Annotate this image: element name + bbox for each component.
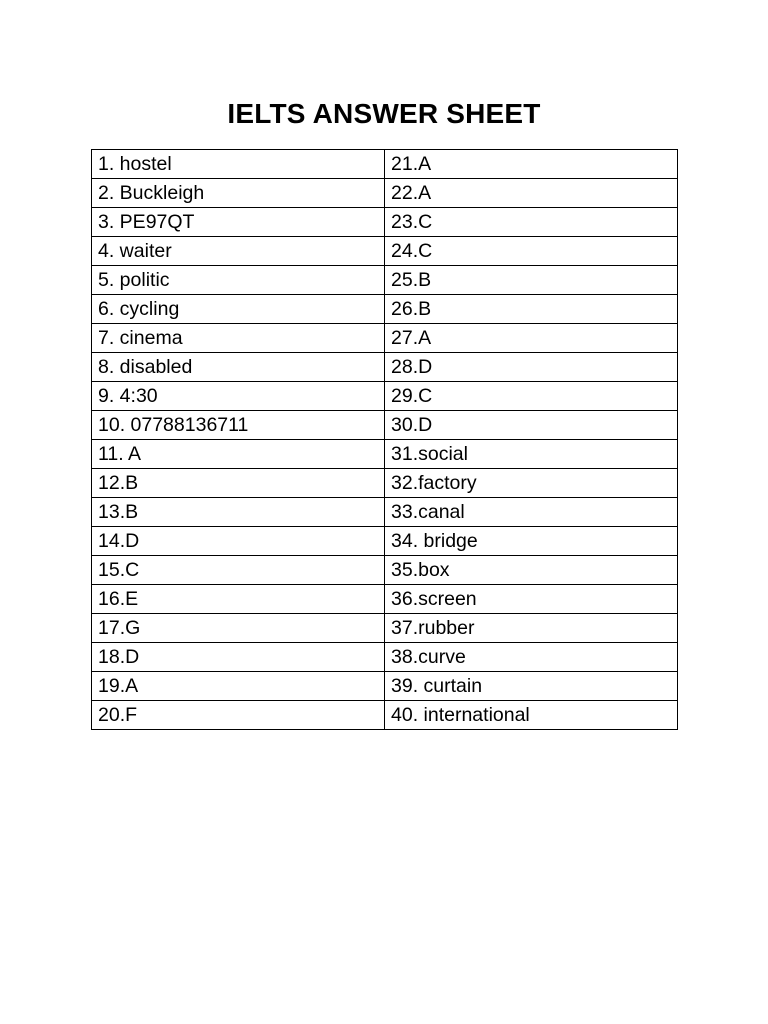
page-title: IELTS ANSWER SHEET bbox=[227, 98, 541, 129]
answer-cell-left: 15.C bbox=[92, 556, 385, 585]
answer-cell-left: 1. hostel bbox=[92, 150, 385, 179]
answer-cell-left: 8. disabled bbox=[92, 353, 385, 382]
answer-cell-left: 13.B bbox=[92, 498, 385, 527]
answer-cell-right: 37.rubber bbox=[385, 614, 678, 643]
table-row bbox=[92, 614, 678, 643]
answer-cell-left: 19.A bbox=[92, 672, 385, 701]
answer-table bbox=[91, 149, 678, 730]
answer-cell-right: 30.D bbox=[385, 411, 678, 440]
answer-cell-left: 3. PE97QT bbox=[92, 208, 385, 237]
answer-cell-left: 4. waiter bbox=[92, 237, 385, 266]
table-row bbox=[92, 498, 678, 527]
answer-cell-left: 18.D bbox=[92, 643, 385, 672]
answer-cell-left: 7. cinema bbox=[92, 324, 385, 353]
table-row bbox=[92, 643, 678, 672]
table-row bbox=[92, 266, 678, 295]
answer-cell-right: 32.factory bbox=[385, 469, 678, 498]
table-row bbox=[92, 295, 678, 324]
table-row bbox=[92, 150, 678, 179]
table-row bbox=[92, 411, 678, 440]
answer-cell-right: 39. curtain bbox=[385, 672, 678, 701]
answer-cell-right: 34. bridge bbox=[385, 527, 678, 556]
table-row bbox=[92, 469, 678, 498]
table-row bbox=[92, 556, 678, 585]
table-row bbox=[92, 324, 678, 353]
answer-cell-left: 2. Buckleigh bbox=[92, 179, 385, 208]
answer-cell-right: 36.screen bbox=[385, 585, 678, 614]
table-row bbox=[92, 382, 678, 411]
answer-cell-right: 33.canal bbox=[385, 498, 678, 527]
table-row bbox=[92, 440, 678, 469]
table-row bbox=[92, 527, 678, 556]
answer-cell-right: 25.B bbox=[385, 266, 678, 295]
table-row bbox=[92, 237, 678, 266]
table-row bbox=[92, 585, 678, 614]
answer-cell-left: 20.F bbox=[92, 701, 385, 730]
answer-cell-left: 11. A bbox=[92, 440, 385, 469]
answer-cell-left: 17.G bbox=[92, 614, 385, 643]
answer-cell-right: 24.C bbox=[385, 237, 678, 266]
answer-cell-right: 27.A bbox=[385, 324, 678, 353]
answer-cell-left: 10. 07788136711 bbox=[92, 411, 385, 440]
answer-cell-right: 40. international bbox=[385, 701, 678, 730]
table-row bbox=[92, 179, 678, 208]
answer-table-body bbox=[92, 150, 678, 730]
answer-cell-left: 14.D bbox=[92, 527, 385, 556]
table-row bbox=[92, 672, 678, 701]
table-row bbox=[92, 208, 678, 237]
answer-cell-left: 16.E bbox=[92, 585, 385, 614]
answer-cell-right: 26.B bbox=[385, 295, 678, 324]
answer-cell-left: 5. politic bbox=[92, 266, 385, 295]
answer-cell-left: 9. 4:30 bbox=[92, 382, 385, 411]
answer-cell-right: 29.C bbox=[385, 382, 678, 411]
table-row bbox=[92, 701, 678, 730]
answer-cell-left: 12.B bbox=[92, 469, 385, 498]
answer-cell-right: 22.A bbox=[385, 179, 678, 208]
answer-cell-right: 35.box bbox=[385, 556, 678, 585]
table-row bbox=[92, 353, 678, 382]
answer-cell-right: 31.social bbox=[385, 440, 678, 469]
answer-cell-right: 28.D bbox=[385, 353, 678, 382]
answer-cell-right: 38.curve bbox=[385, 643, 678, 672]
answer-cell-right: 23.C bbox=[385, 208, 678, 237]
answer-cell-left: 6. cycling bbox=[92, 295, 385, 324]
answer-cell-right: 21.A bbox=[385, 150, 678, 179]
